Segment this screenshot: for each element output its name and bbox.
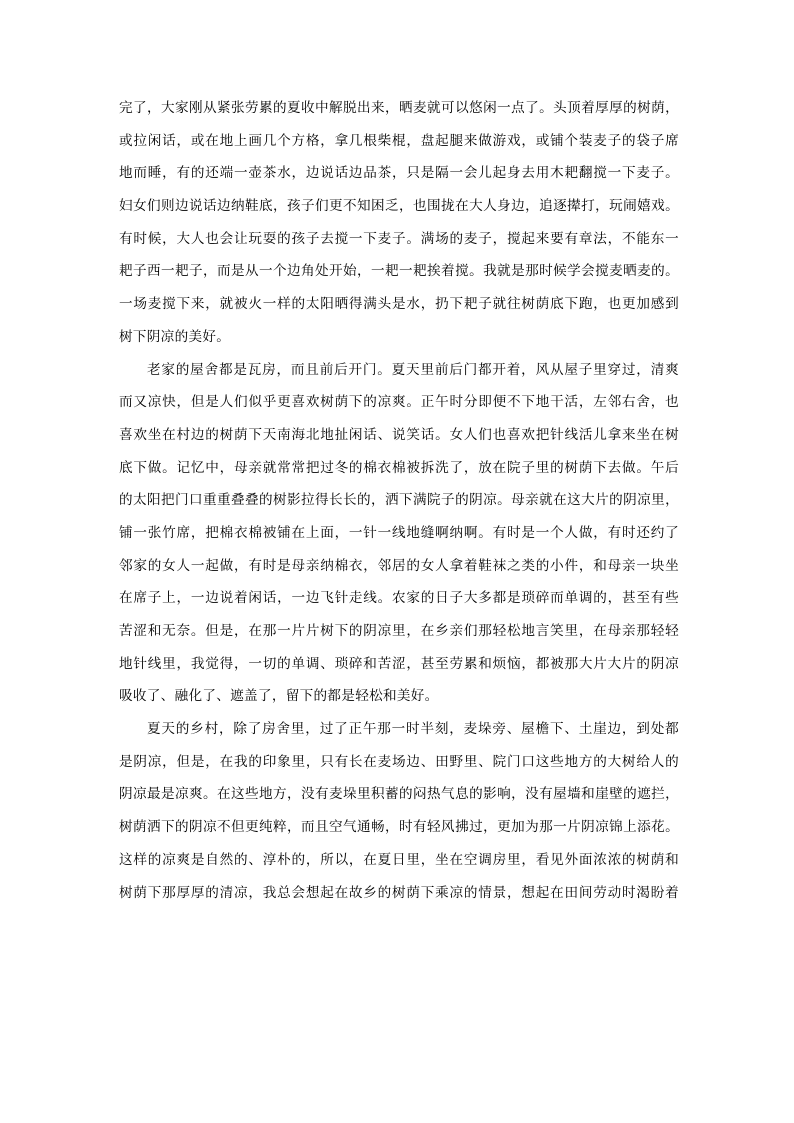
text-line: 的太阳把门口重重叠叠的树影拉得长长的，洒下满院子的阴凉。母亲就在这大片的阴凉里， — [119, 492, 679, 509]
text-line: 树荫下那厚厚的清凉，我总会想起在故乡的树荫下乘凉的情景，想起在田间劳动时渴盼着 — [119, 884, 679, 901]
text-line: 喜欢坐在村边的树荫下天南海北地扯闲话、说笑话。女人们也喜欢把针线活儿拿来坐在树 — [119, 426, 679, 443]
text-line: 而又凉快，但是人们似乎更喜欢树荫下的凉爽。正午时分即便不下地干活，左邻右舍，也 — [119, 394, 679, 411]
text-line: 树下阴凉的美好。 — [119, 328, 231, 345]
text-line: 苦涩和无奈。但是，在那一片片树下的阴凉里，在乡亲们那轻松地言笑里，在母亲那轻轻 — [119, 623, 679, 639]
text-line: 阴凉最是凉爽。在这些地方，没有麦垛里积蓄的闷热气息的影响，没有屋墙和崖壁的遮拦， — [119, 786, 679, 803]
paragraph-1 — [119, 92, 679, 354]
text-line: 夏天的乡村，除了房舍里，过了正午那一时半刻，麦垛旁、屋檐下、土崖边，到处都 — [147, 721, 679, 738]
text-line: 老家的屋舍都是瓦房，而且前后开门。夏天里前后门都开着，风从屋子里穿过，清爽 — [147, 361, 679, 378]
text-line: 完了，大家刚从紧张劳累的夏收中解脱出来，晒麦就可以悠闲一点了。头顶着厚厚的树荫， — [119, 100, 679, 116]
text-line: 妇女们则边说话边纳鞋底，孩子们更不知困乏，也围拢在大人身边，追逐撵打，玩闹嬉戏。 — [119, 198, 679, 215]
text-line: 一场麦搅下来，就被火一样的太阳晒得满头是水，扔下耙子就往树荫底下跑，也更加感到 — [119, 296, 679, 313]
text-line: 底下做。记忆中，母亲就常常把过冬的棉衣棉被拆洗了，放在院子里的树荫下去做。午后 — [119, 459, 679, 476]
paragraph-2 — [119, 354, 679, 714]
text-line: 耙子西一耙子，而是从一个边角处开始，一耙一耙挨着搅。我就是那时候学会搅麦晒麦的。 — [119, 263, 679, 280]
text-line: 地而睡，有的还端一壶茶水，边说话边品茶，只是隔一会儿起身去用木耙翻搅一下麦子。 — [119, 165, 679, 182]
text-line: 或拉闲话，或在地上画几个方格，拿几根柴棍，盘起腿来做游戏，或铺个装麦子的袋子席 — [119, 132, 679, 149]
text-line: 在席子上，一边说着闲话，一边飞针走线。农家的日子大多都是琐碎而单调的，甚至有些 — [119, 590, 679, 607]
text-line: 吸收了、融化了、遮盖了，留下的都是轻松和美好。 — [119, 688, 439, 705]
text-line: 是阴凉，但是，在我的印象里，只有长在麦场边、田野里、院门口这些地方的大树给人的 — [119, 753, 679, 770]
document-page — [119, 92, 679, 909]
text-line: 铺一张竹席，把棉衣棉被铺在上面，一针一线地缝啊纳啊。有时是一个人做，有时还约了 — [119, 524, 679, 541]
paragraph-3 — [119, 713, 679, 909]
text-line: 这样的凉爽是自然的、淳朴的，所以，在夏日里，坐在空调房里，看见外面浓浓的树荫和 — [119, 851, 679, 868]
text-line: 地针线里，我觉得，一切的单调、琐碎和苦涩，甚至劳累和烦恼，都被那大片大片的阴凉 — [119, 655, 679, 672]
text-line: 邻家的女人一起做，有时是母亲纳棉衣，邻居的女人拿着鞋袜之类的小件，和母亲一块坐 — [119, 557, 679, 574]
text-line: 树荫洒下的阴凉不但更纯粹，而且空气通畅，时有轻风拂过，更加为那一片阴凉锦上添花。 — [119, 819, 679, 836]
text-line: 有时候，大人也会让玩耍的孩子去搅一下麦子。满场的麦子，搅起来要有章法，不能东一 — [119, 230, 679, 247]
